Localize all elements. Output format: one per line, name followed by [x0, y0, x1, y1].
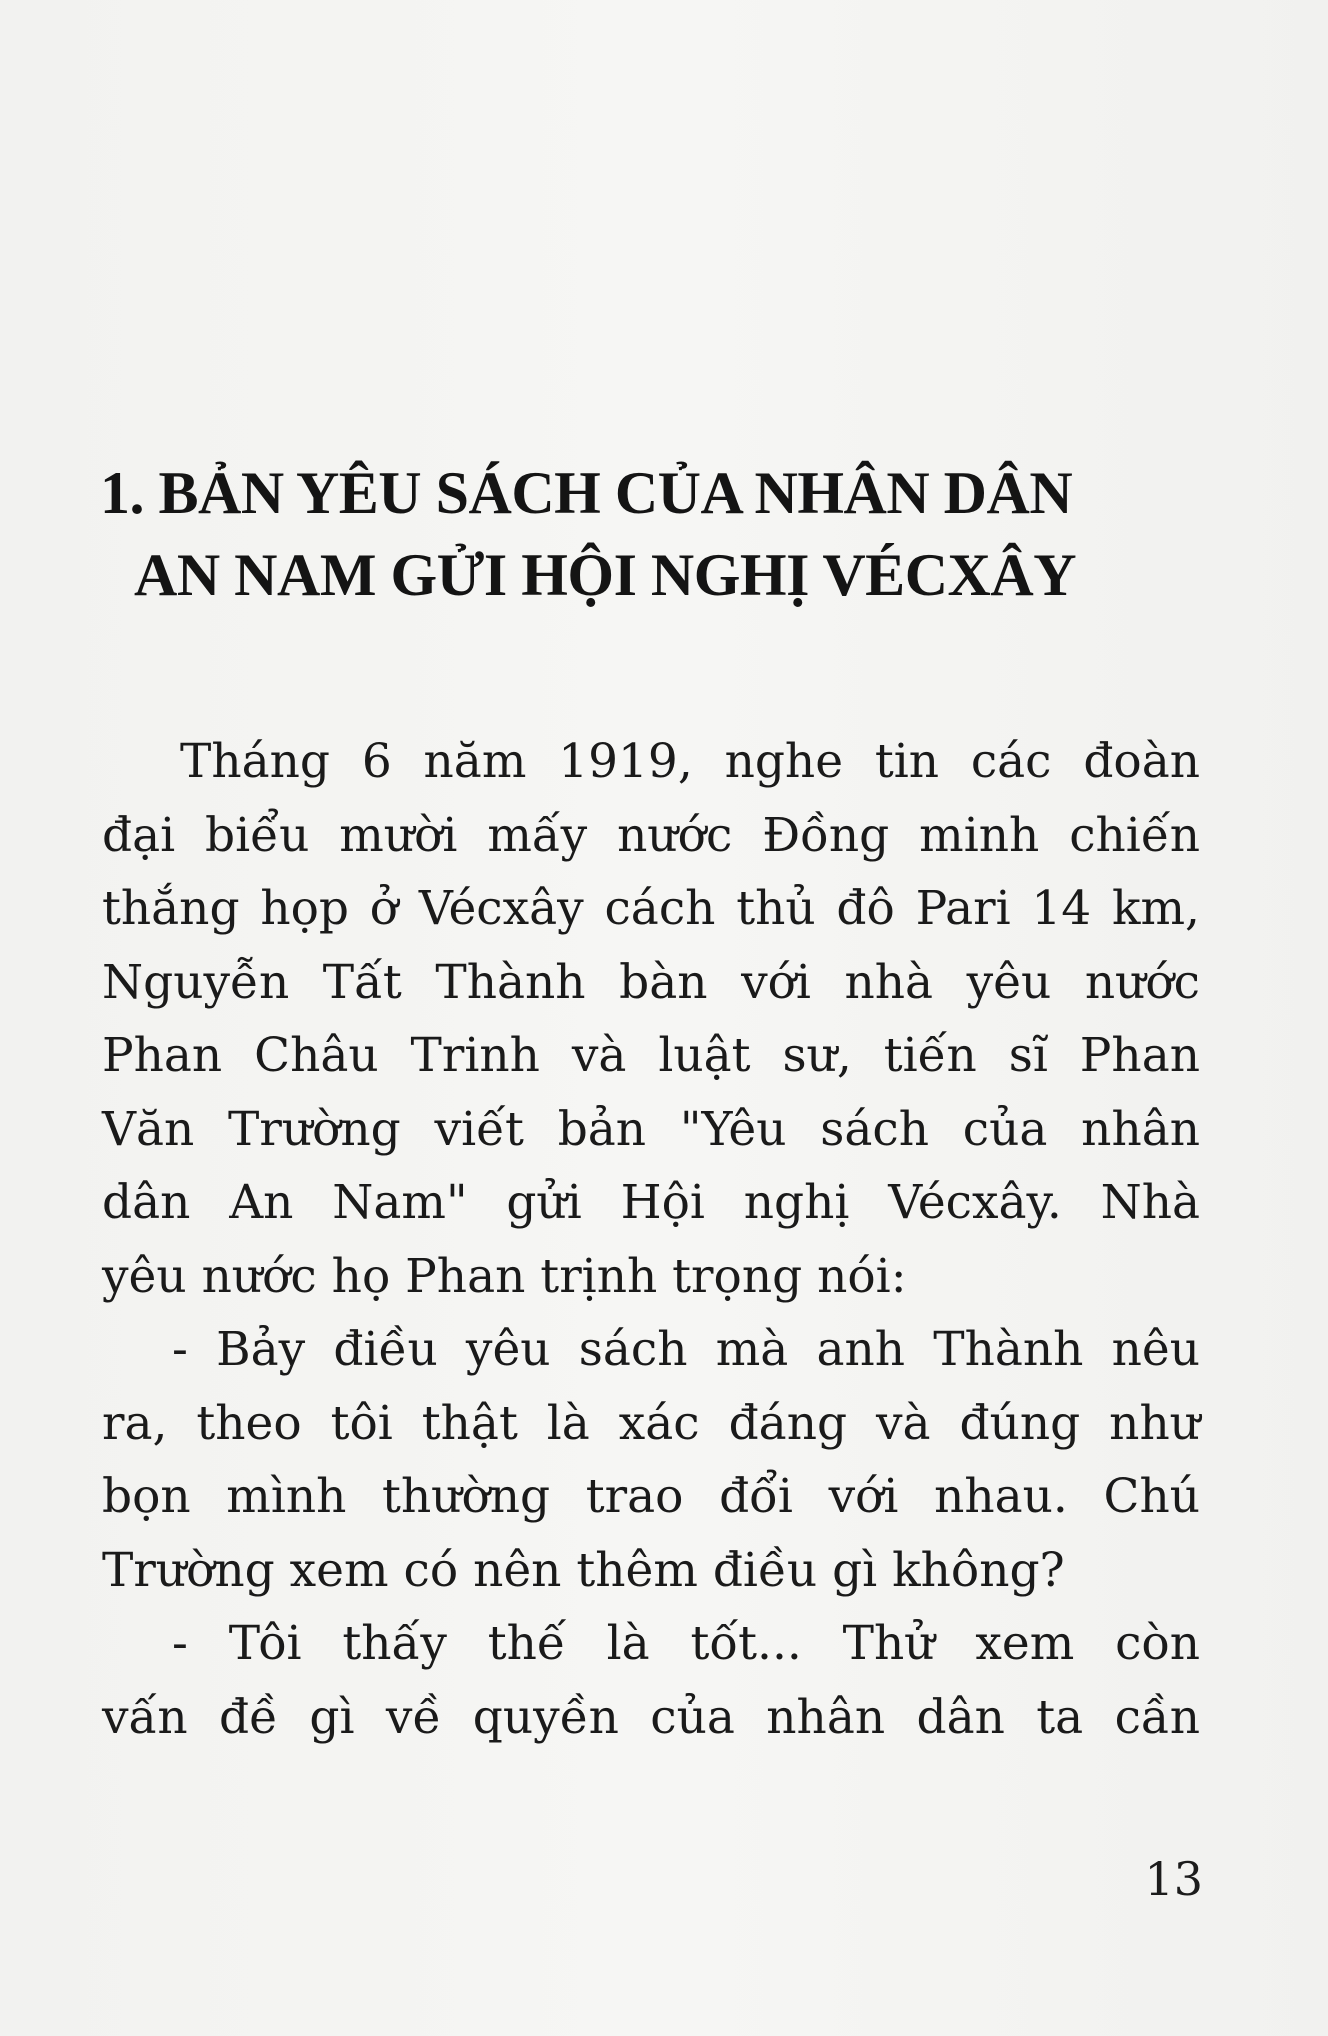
paragraph-line: đại biểu mười mấy nước Đồng minh chiến	[102, 807, 1200, 863]
dialogue-line: bọn mình thường trao đổi với nhau. Chú	[102, 1469, 1200, 1524]
paragraph-line: thắng họp ở Vécxây cách thủ đô Pari 14 km,	[102, 881, 1200, 936]
heading-line-1: 1. BẢN YÊU SÁCH CỦA NHÂN DÂN	[100, 460, 1073, 526]
paragraph-line: yêu nước họ Phan trịnh trọng nói:	[102, 1248, 907, 1304]
paragraph-line: Nguyễn Tất Thành bàn với nhà yêu nước	[102, 954, 1200, 1010]
paragraph-line: Phan Châu Trinh và luật sư, tiến sĩ Phan	[102, 1028, 1200, 1083]
body-text	[102, 725, 1200, 1754]
paragraph-line: dân An Nam" gửi Hội nghị Vécxây. Nhà	[102, 1175, 1200, 1230]
dialogue-line: ra, theo tôi thật là xác đáng và đúng như	[102, 1395, 1200, 1451]
dialogue-line: Trường xem có nên thêm điều gì không?	[102, 1542, 1065, 1598]
dialogue-line: - Bảy điều yêu sách mà anh Thành nêu	[172, 1322, 1200, 1377]
paragraph-line: Tháng 6 năm 1919, nghe tin các đoàn	[180, 734, 1200, 789]
chapter-heading	[100, 452, 1220, 616]
paragraph-line: Văn Trường viết bản "Yêu sách của nhân	[102, 1101, 1200, 1157]
dialogue-line: vấn đề gì về quyền của nhân dân ta cần	[102, 1689, 1200, 1745]
page-number: 13	[1144, 1852, 1203, 1906]
dialogue-line: - Tôi thấy thế là tốt... Thử xem còn	[172, 1616, 1200, 1671]
heading-line-2: AN NAM GỬI HỘI NGHỊ VÉCXÂY	[134, 542, 1077, 608]
